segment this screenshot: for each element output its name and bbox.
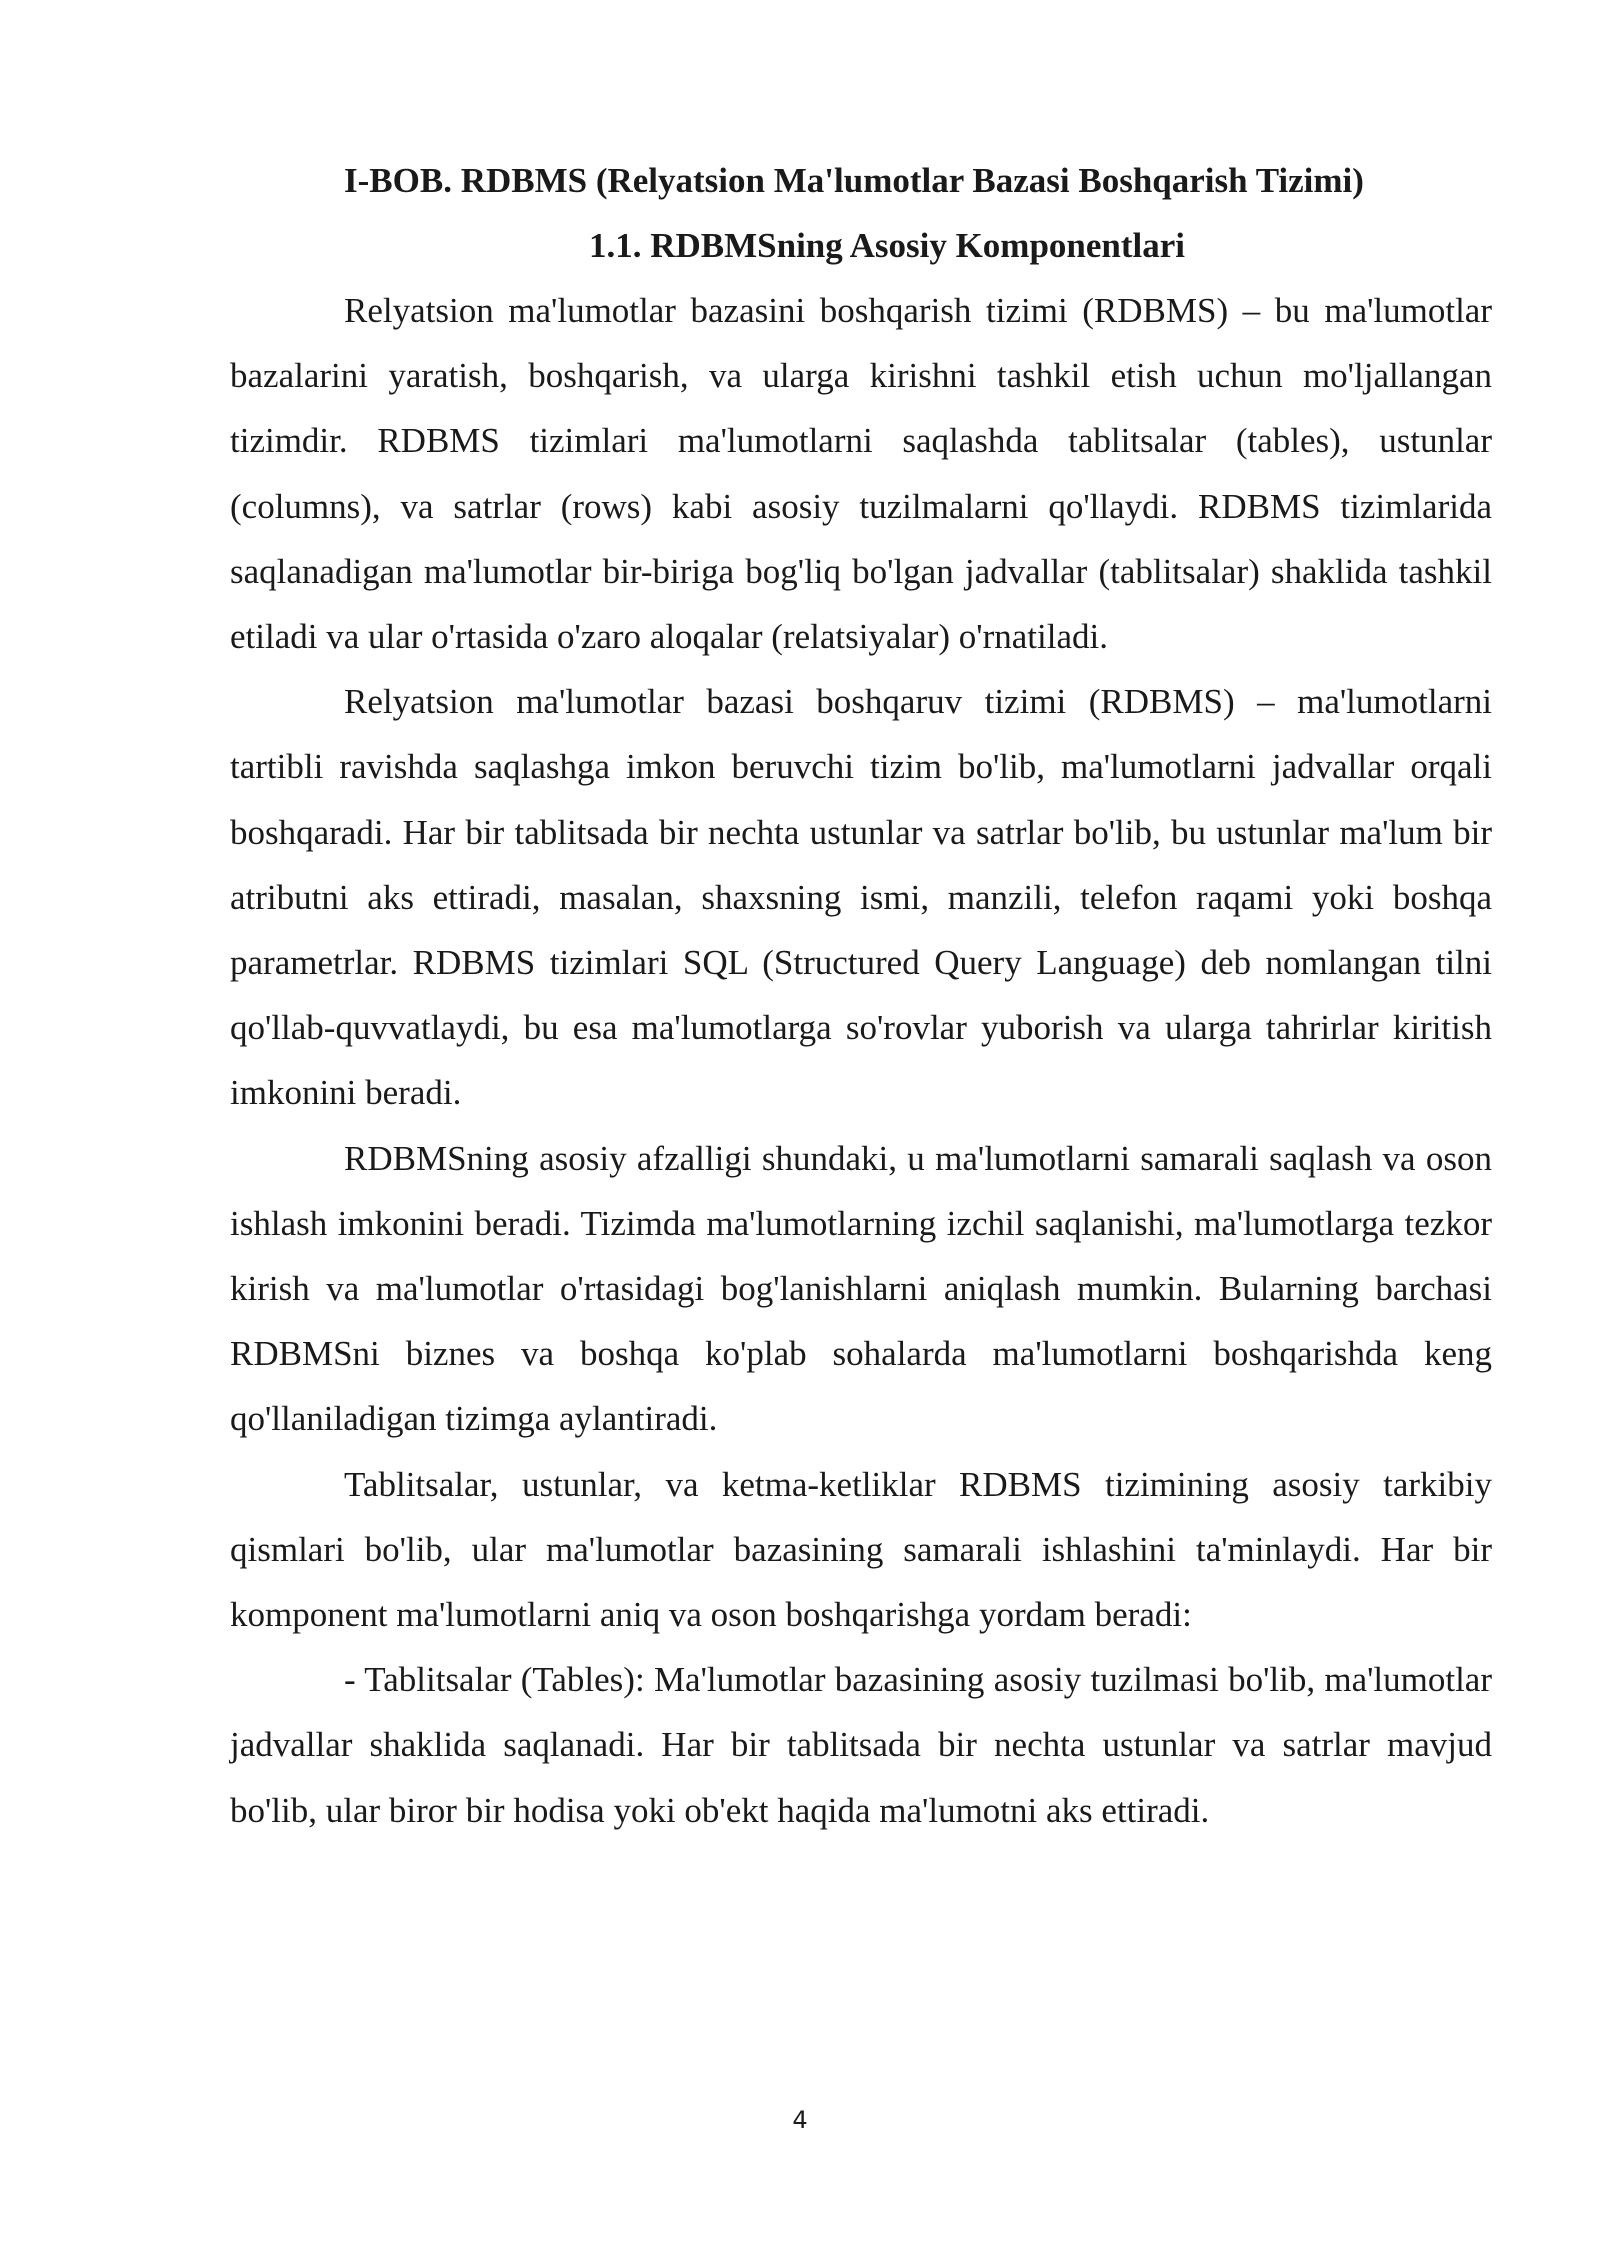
- paragraph: Relyatsion ma'lumotlar bazasi boshqaruv tizimi (RDBMS) – ma'lumotlarni tartibli ravishda saqlashga imkon beruvchi tizim bo'lib, ma'lumotlarni jadvallar orqali boshqaradi. Har bir tablitsada bir nechta ustunlar va satrlar bo'lib, bu ustunlar ma'lum bir atributni aks ettiradi, masalan, shaxsning ismi, manzili, telefon raqami yoki boshqa parametrlar. RDBMS tizimlari SQL (Structured Query Language) deb nomlangan tilni qo'llab-quvvatlaydi, bu esa ma'lumotlarga so'rovlar yuborish va ularga tahrirlar kiritish imkonini beradi.: [230, 682, 1492, 1113]
- paragraph: RDBMSning asosiy afzalligi shundaki, u ma'lumotlarni samarali saqlash va oson ishlash imkonini beradi. Tizimda ma'lumotlarning izchil saqlanishi, ma'lumotlarga tezkor kirish va ma'lumotlar o'rtasidagi bog'lanishlarni aniqlash mumkin. Bularning barchasi RDBMSni biznes va boshqa ko'plab sohalarda ma'lumotlarni boshqarishda keng qo'llaniladigan tizimga aylantiradi.: [230, 1138, 1492, 1439]
- page-number: 4: [792, 2106, 808, 2134]
- list-item-paragraph: - Tablitsalar (Tables): Ma'lumotlar bazasining asosiy tuzilmasi bo'lib, ma'lumotlar jadvallar shaklida saqlanadi. Har bir tablitsada bir nechta ustunlar va satrlar mavjud bo'lib, ular biror bir hodisa yoki ob'ekt haqida ma'lumotni aks ettiradi.: [230, 1660, 1492, 1830]
- paragraph: Tablitsalar, ustunlar, va ketma-ketliklar RDBMS tizimining asosiy tarkibiy qismlari bo'lib, ular ma'lumotlar bazasining samarali ishlashini ta'minlaydi. Har bir komponent ma'lumotlarni aniq va oson boshqarishga yordam beradi:: [230, 1464, 1492, 1635]
- chapter-title: I-BOB. RDBMS (Relyatsion Ma'lumotlar Bazasi Boshqarish Tizimi): [344, 161, 1364, 200]
- paragraph: Relyatsion ma'lumotlar bazasini boshqarish tizimi (RDBMS) – bu ma'lumotlar bazalarini yaratish, boshqarish, va ularga kirishni tashkil etish uchun mo'ljallangan tizimdir. RDBMS tizimlari ma'lumotlarni saqlashda tablitsalar (tables), ustunlar (columns), va satrlar (rows) kabi asosiy tuzilmalarni qo'llaydi. RDBMS tizimlarida saqlanadigan ma'lumotlar bir-biriga bog'liq bo'lgan jadvallar (tablitsalar) shaklida tashkil etiladi va ular o'rtasida o'zaro aloqalar (relatsiyalar) o'rnatiladi.: [230, 291, 1492, 657]
- section-title: 1.1. RDBMSning Asosiy Komponentlari: [588, 226, 1186, 265]
- page-content: [230, 148, 1492, 1843]
